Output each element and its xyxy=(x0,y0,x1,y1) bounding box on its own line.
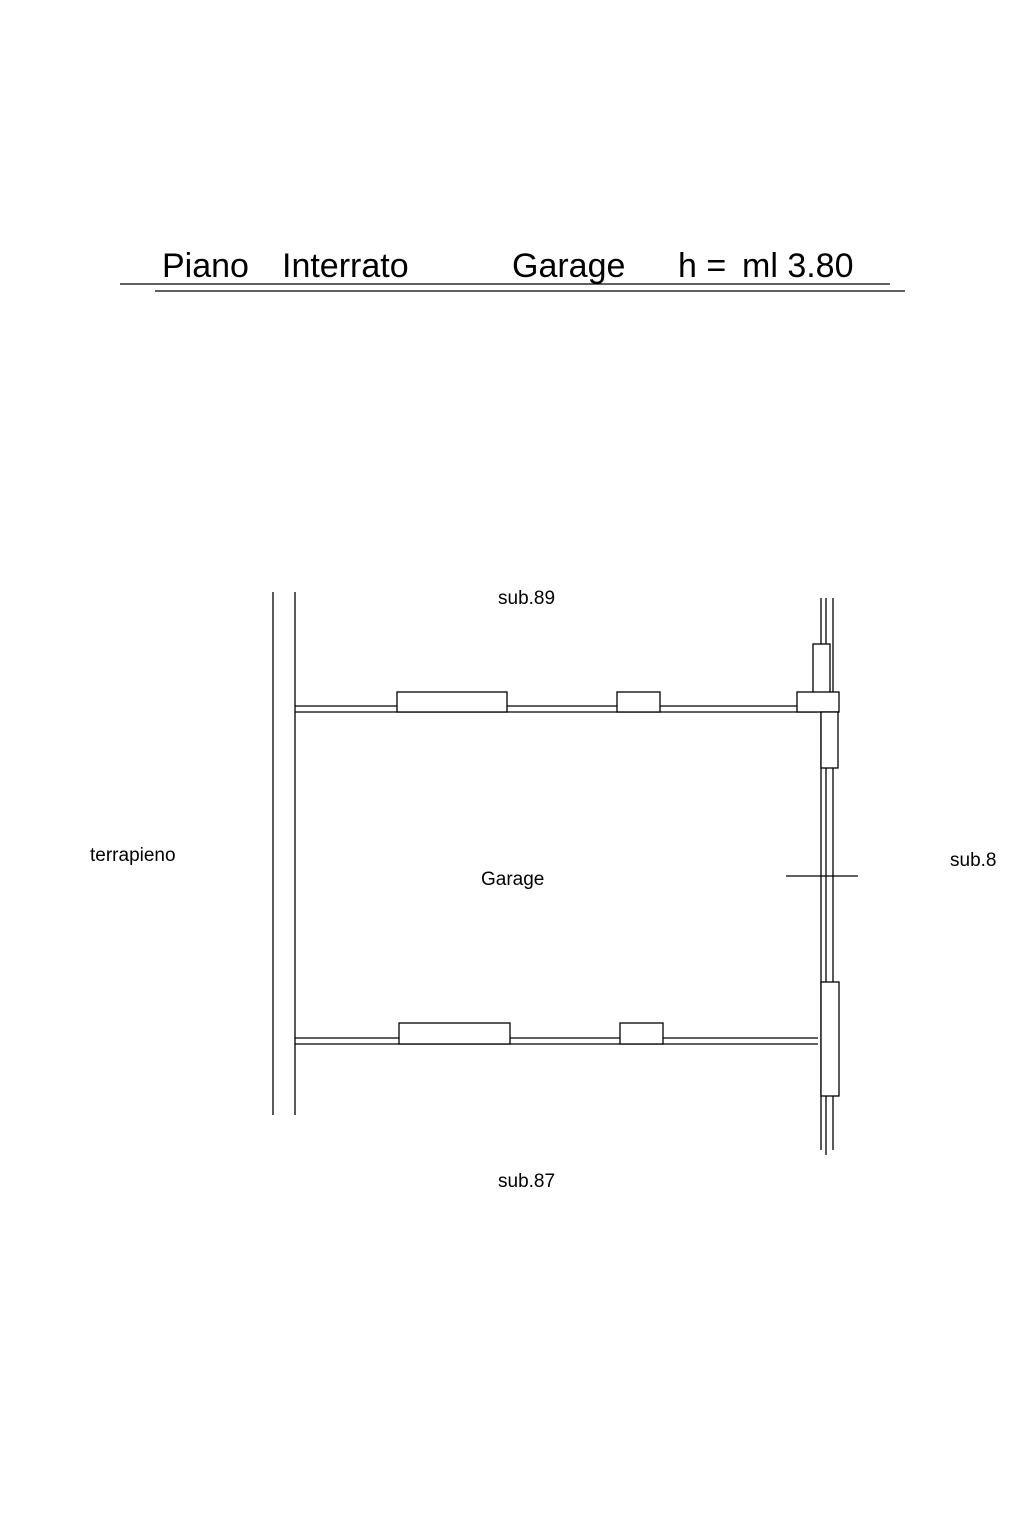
east-wall-pillar xyxy=(821,712,838,768)
north-neighbor-label: sub.89 xyxy=(498,588,556,609)
title-floor-label: Piano xyxy=(162,247,249,285)
title-room: Garage xyxy=(512,247,626,285)
east-neighbor-label: sub.8 xyxy=(950,850,997,871)
north-wall-pillar xyxy=(617,692,660,712)
south-neighbor-label: sub.87 xyxy=(498,1171,556,1192)
east-wall-pillar xyxy=(821,982,839,1096)
south-wall-pillar xyxy=(620,1023,663,1044)
room-label: Garage xyxy=(481,869,545,890)
west-neighbor-label: terrapieno xyxy=(90,845,176,866)
south-wall-pillar xyxy=(399,1023,510,1044)
north-wall-pillar xyxy=(397,692,507,712)
east-wall-pillar xyxy=(813,644,830,694)
east-wall-corner xyxy=(797,692,839,712)
title-height-value: ml 3.80 xyxy=(742,247,854,285)
title-floor-name: Interrato xyxy=(282,247,409,285)
title-height: h = xyxy=(678,247,727,285)
